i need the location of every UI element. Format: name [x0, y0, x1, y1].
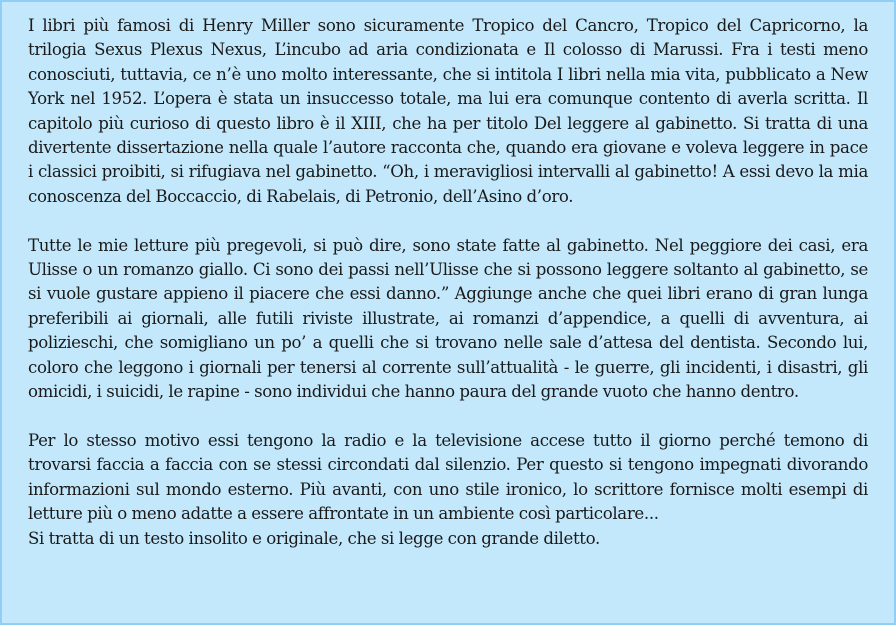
paragraph-spacer [28, 404, 868, 428]
paragraph-1: I libri più famosi di Henry Miller sono sicuramente Tropico del Cancro, Tropico del Capricorno, la trilogia Sexus Plexus Nexus, L’incubo ad aria condizionata e Il colosso di Marussi. Fra i testi meno conosciuti, tuttavia, ce n’è uno molto interessante, che si intitola I libri nella mia vita, pubblicato a New York nel 1952. L’opera è stata un insuccesso totale, ma lui era comunque contento di averla scritta. Il capitolo più curioso di questo libro è il XIII, che ha per titolo Del leggere al gabinetto. Si tratta di una divertente dissertazione nella quale l’autore racconta che, quando era giovane e voleva leggere in pace i classici proibiti, si rifugiava nel gabinetto. “Oh, i meravigliosi intervalli al gabinetto! A essi devo la mia conoscenza del Boccaccio, di Rabelais, di Petronio, dell’Asino d’oro. [28, 16, 868, 206]
paragraph-spacer [28, 209, 868, 233]
paragraph-3: Per lo stesso motivo essi tengono la radio e la televisione accese tutto il giorno perché temono di trovarsi faccia a faccia con se stessi circondati dal silenzio. Per questo si tengono impegnati divorando informazioni sul mondo esterno. Più avanti, con uno stile ironico, lo scrittore fornisce molti esempi di letture più o meno adatte a essere affrontate in un ambiente così particolare... [28, 430, 868, 524]
paragraph-4: Si tratta di un testo insolito e originale, che si legge con grande diletto. [28, 528, 600, 548]
paragraph-2: Tutte le mie letture più pregevoli, si può dire, sono state fatte al gabinetto. Nel peggiore dei casi, era Ulisse o un romanzo giallo. Ci sono dei passi nell’Ulisse che si possono leggere soltanto al gabinetto, se si vuole gustare appieno il piacere che essi danno.” Aggiunge anche che quei libri erano di gran lunga preferibili ai giornali, alle futili riviste illustrate, ai romanzi d’appendice, a quelli di avventura, ai polizieschi, che somigliano un po’ a quelli che si trovano nelle sale d’attesa del dentista. Secondo lui, coloro che leggono i giornali per tenersi al corrente sull’attualità - le guerre, gli incidenti, i disastri, gli omicidi, i suicidi, le rapine - sono individui che hanno paura del grande vuoto che hanno dentro. [28, 235, 868, 402]
